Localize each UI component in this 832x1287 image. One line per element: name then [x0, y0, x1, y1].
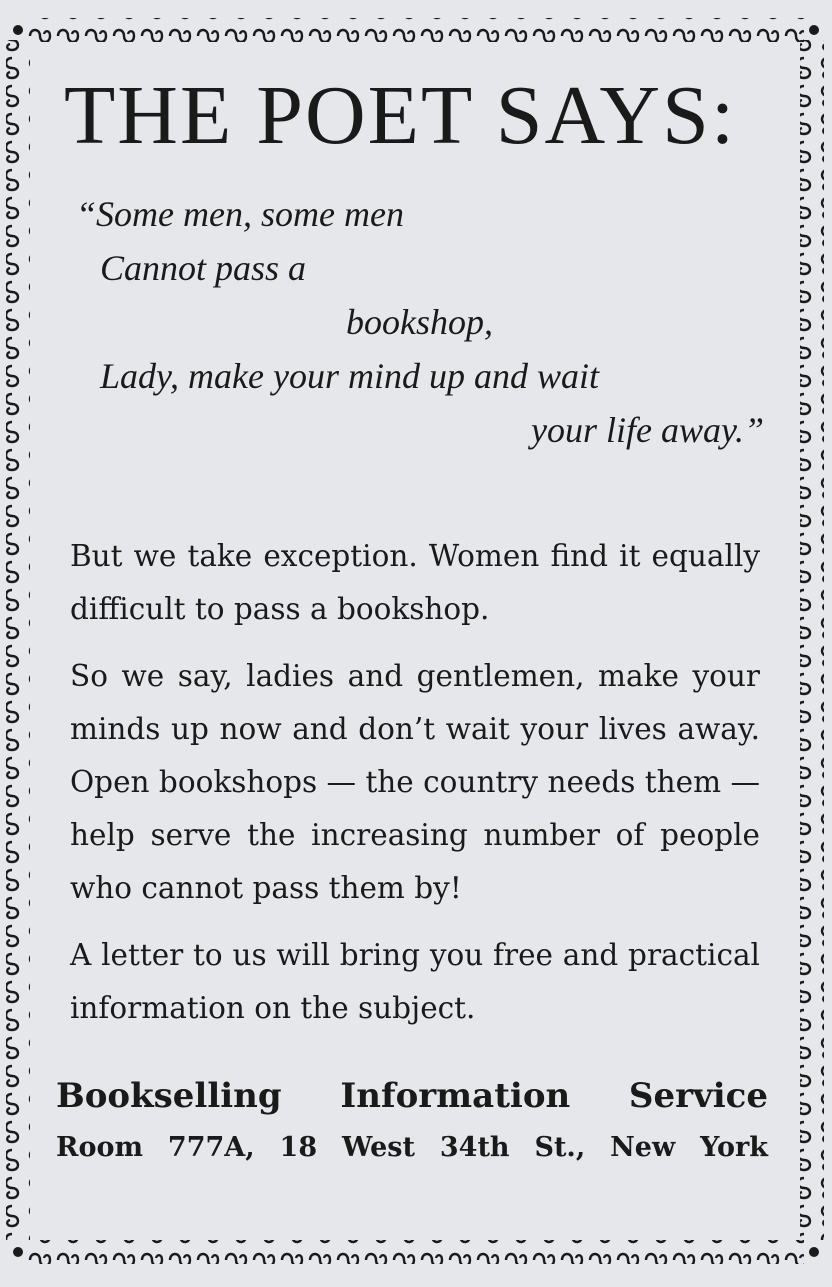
poem-quote — [56, 188, 776, 478]
headline: THE POET SAYS: — [64, 69, 737, 162]
organization-address: Room 777A, 18 West 34th St., New York — [56, 1132, 768, 1163]
poem-line: your life away.” — [531, 410, 764, 450]
body-paragraph: But we take exception. Women find it equally difficult to pass a bookshop. — [70, 539, 760, 626]
body-paragraph: A letter to us will bring you free and practical information on the subject. — [70, 938, 760, 1025]
organization-name: Bookselling Information Service — [56, 1076, 768, 1116]
ad-content — [56, 60, 776, 1169]
border-left — [6, 40, 30, 1240]
body-paragraph: So we say, ladies and gentlemen, make your minds up now and don’t wait your lives away. Open bookshops — the country needs them — help serve the increasing number of people who cannot pass them by! — [70, 659, 760, 905]
poem-line: Lady, make your mind up and wait — [100, 356, 599, 396]
poem-line: bookshop, — [346, 302, 493, 342]
border-bottom — [28, 1240, 804, 1264]
border-top — [28, 18, 804, 42]
signature-block — [56, 1075, 776, 1169]
border-right — [800, 40, 824, 1240]
poem-line: “Some men, some men — [76, 194, 404, 234]
poem-line: Cannot pass a — [100, 248, 307, 288]
